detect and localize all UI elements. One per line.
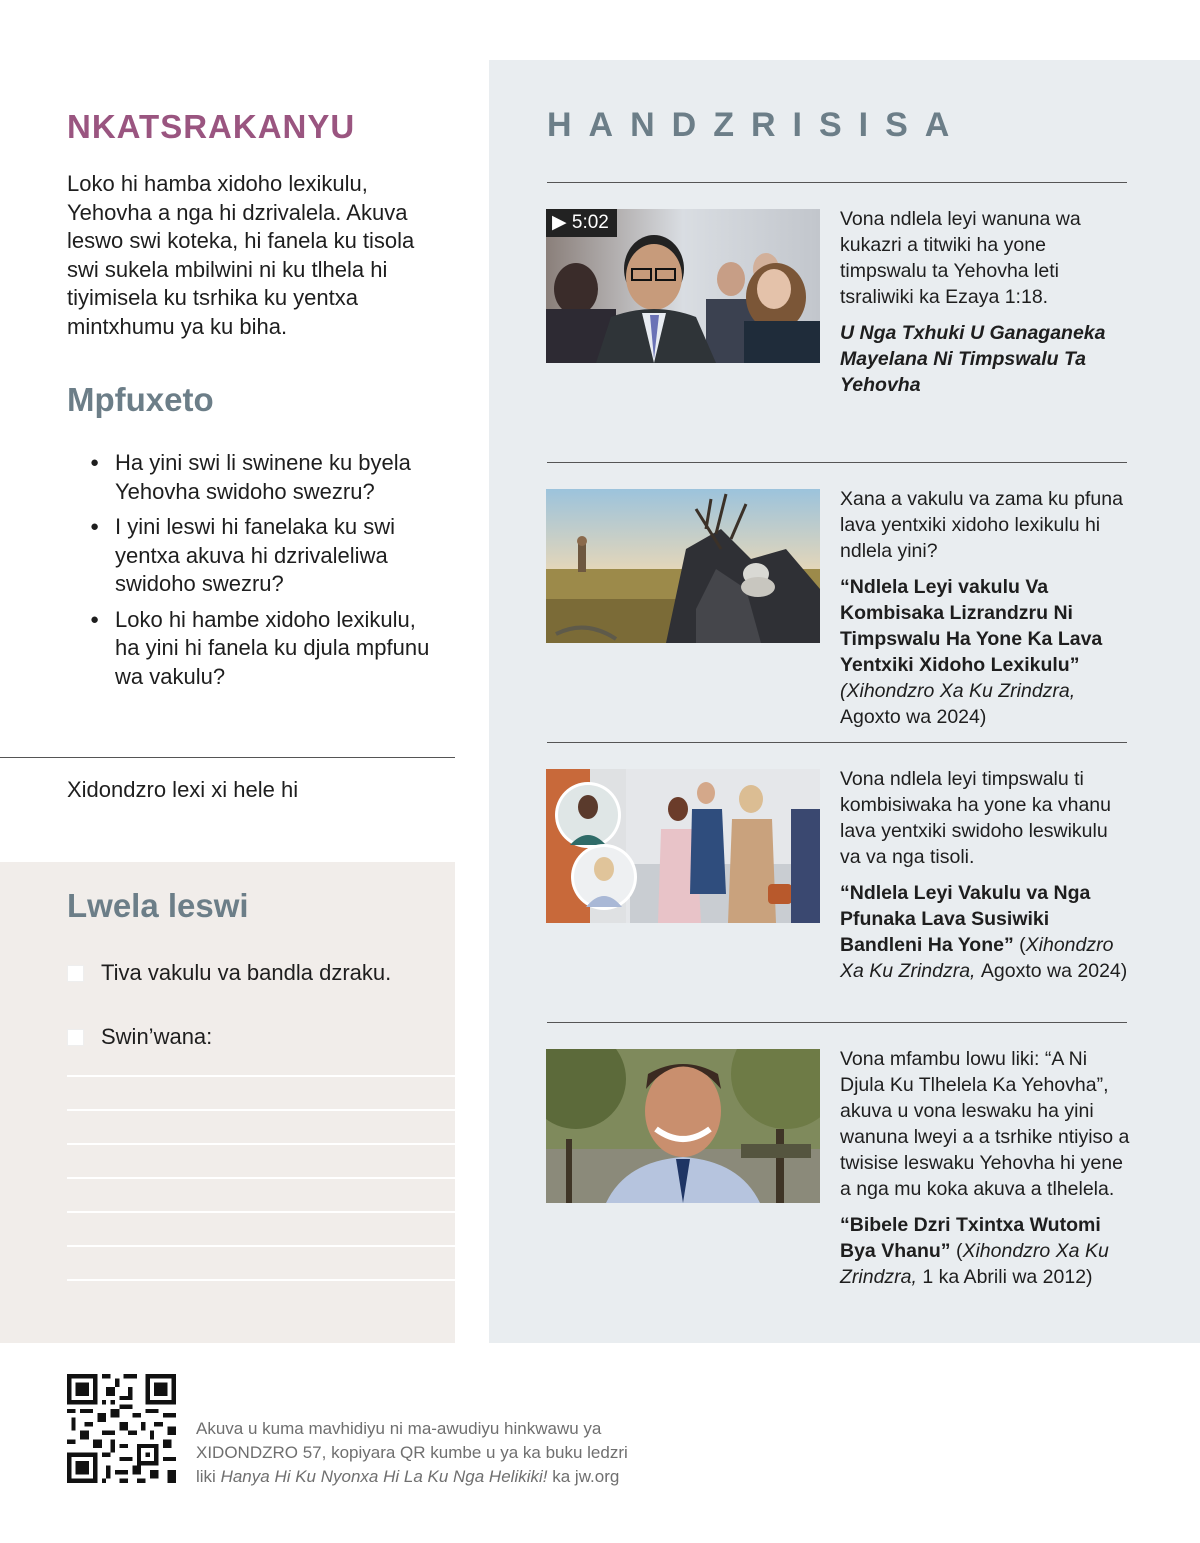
article-image [546,489,820,643]
divider [0,757,455,758]
divider [547,462,1127,463]
divider [547,1022,1127,1023]
article-title: “Bibele Dzri Txintxa Wutomi Bya Vhanu” [840,1214,1101,1262]
article-image [546,769,820,923]
goal-checkbox[interactable] [67,1029,84,1046]
article-reference[interactable]: “Ndlela Leyi Vakulu va Nga Pfunaka Lava Susiwiki Bandleni Ha Yone” (Xihondzro Xa Ku Zrindzra, Agoxto wa 2024) [840,882,1128,982]
entry-description: Vona ndlela leyi timpswalu ti kombisiwaka ha yone ka vhanu lava yentxiki swidoho leswikulu va va nga tisoli. [840,768,1111,868]
video-thumbnail[interactable] [546,209,820,363]
goal-item [67,1024,212,1050]
article-image [546,1049,820,1203]
writing-line[interactable] [67,1075,455,1077]
video-duration-badge: ▶ 5:02 [546,209,617,237]
writing-line[interactable] [67,1143,455,1145]
further-study-entry [840,206,1130,398]
writing-line[interactable] [67,1279,455,1281]
writing-line[interactable] [67,1177,455,1179]
article-title: “Ndlela Leyi vakulu Va Kombisaka Lizrandzru Ni Timpswalu Ha Yone Ka Lava Yentxiki Xidoho Lexikulu” [840,576,1103,676]
writing-line[interactable] [67,1211,455,1213]
summary-text: Loko hi hamba xidoho lexikulu, Yehovha a nga hi dzrivalela. Akuva leswo swi koteka, hi fanela ku tisola swi sukela mbilwini ni ku tlhela hi tiyimisela ku tsrhika ku yentxa mintxhumu ya ku biha. [67,171,415,339]
goal-checkbox[interactable] [67,965,84,982]
entry-description: Xana a vakulu va zama ku pfuna lava yentxiki xidoho lexikulu hi ndlela yini? [840,488,1123,562]
review-questions [90,449,430,698]
review-question: ● Loko hi hambe xidoho lexikulu, ha yini hi fanela ku djula mpfunu wa vakulu? [90,606,430,692]
website-link[interactable]: ka jw.org [552,1467,620,1486]
article-reference[interactable] [840,574,1130,730]
review-question: ● Ha yini swi li swinene ku byela Yehovha swidoho swezru? [90,449,430,506]
publication-date: Agoxto wa 2024) [840,706,987,728]
goals-panel [0,862,455,1343]
divider [547,182,1127,183]
writing-line[interactable] [67,1109,455,1111]
summary-title: NKATSRAKANYU [67,108,356,145]
entry-description: Vona ndlela leyi wanuna wa kukazri a titwiki ha yone timpswalu ta Yehovha leti tsraliwiki ka Ezaya 1:18. [840,208,1081,308]
review-title: Mpfuxeto [67,381,214,418]
publication-name: Xihondzro Xa Ku Zrindzra, [840,1240,1109,1288]
further-study-entry [840,486,1130,730]
goal-label: Tiva vakulu va bandla dzraku. [101,960,392,985]
book-title: Hanya Hi Ku Nyonxa Hi La Ku Nga Helikiki! [220,1467,548,1486]
footer-note: Akuva u kuma mavhidiyu ni ma-awudiyu hinkwawu ya XIDONDZRO 57, kopiyara QR kumbe u ya ka buku ledzri liki Hanya Hi Ku Nyonxa Hi La Ku Nga Helikiki! ka jw.org [196,1419,628,1486]
goals-title: Lwela leswi [67,887,249,924]
publication-name: (Xihondzro Xa Ku Zrindzra, [840,680,1076,702]
lesson-completed-note: Xidondzro lexi xi hele hi [67,777,299,802]
further-study-entry [840,766,1130,984]
publication-date: Agoxto wa 2024) [980,960,1128,982]
qr-code[interactable] [67,1374,176,1483]
publication-name: Xihondzro Xa Ku Zrindzra, [840,934,1114,982]
review-question: ● I yini leswi hi fanelaka ku swi yentxa akuva hi dzrivaleliwa swidoho swezru? [90,513,430,599]
entry-description: Vona mfambu lowu liki: “A Ni Djula Ku Tlhelela Ka Yehovha”, akuva u vona leswaku ha yini wanuna lweyi a a tsrhike ntiyiso a twisise leswaku Yehovha hi yene a nga mu koka akuva a tlhelela. [840,1048,1130,1200]
divider [547,742,1127,743]
further-study-entry [840,1046,1130,1290]
article-reference[interactable]: “Bibele Dzri Txintxa Wutomi Bya Vhanu” (Xihondzro Xa Ku Zrindzra, 1 ka Abrili wa 2012) [840,1214,1109,1288]
writing-line[interactable] [67,1245,455,1247]
article-title: “Ndlela Leyi Vakulu va Nga Pfunaka Lava Susiwiki Bandleni Ha Yone” [840,882,1091,956]
further-study-title: HANDZRISISA [547,106,967,144]
goal-label: Swin’wana: [101,1024,213,1049]
goal-item [67,960,391,986]
publication-date: 1 ka Abrili wa 2012) [922,1266,1093,1288]
video-title-link[interactable]: U Nga Txhuki U Ganaganeka Mayelana Ni Timpswalu Ta Yehovha [840,322,1106,396]
